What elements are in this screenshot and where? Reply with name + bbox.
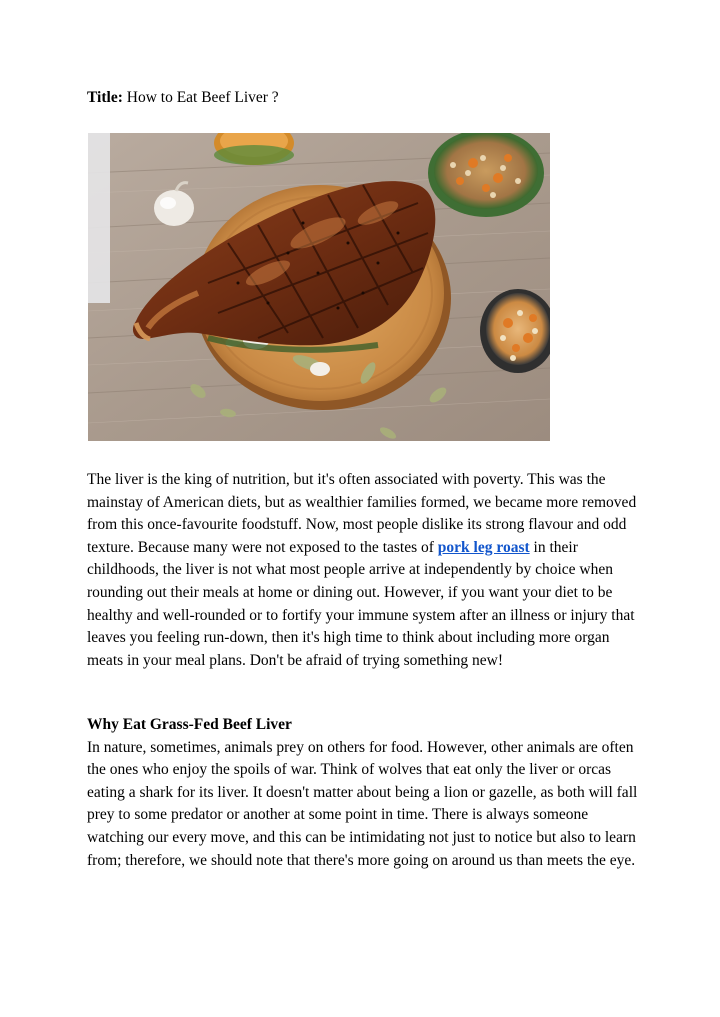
title-text: How to Eat Beef Liver ? (126, 89, 279, 106)
intro-paragraph (87, 469, 647, 672)
roast-photo-illustration (88, 133, 550, 441)
title-label: Title: (87, 89, 123, 106)
intro-text-end: in their childhoods, the liver is not what most people arrive at independently by choice when rounding out their meals at home or dining out. However, if you want your diet to be healthy and well-rounded or to fortify your immune system after an illness or injury that leaves you feeling run-down, then it's high time to think about including more organ meats in your meal plans. Don't be afraid of trying something new! (87, 538, 635, 669)
intro-text-start: The liver is the king of nutrition, but it's often associated with poverty. This was the mainstay of American diets, but as wealthier families formed, we became more removed from this once-favourite foodstuff. Now, most people dislike its strong flavour and odd texture. Because many were not exposed to the tastes of (87, 471, 637, 556)
section-heading: Why Eat Grass-Fed Beef Liver (87, 716, 292, 733)
hero-image (88, 133, 550, 441)
pork-leg-roast-link[interactable]: pork leg roast (437, 538, 530, 556)
section-body: In nature, sometimes, animals prey on others for food. However, other animals are often the ones who enjoy the spoils of war. Think of wolves that eat only the liver or orcas eating a shark for its liver. It doesn't matter about being a lion or gazelle, as both will fall prey to some predator or another at some point in time. There is always someone watching our every move, and this can be intimidating not just to notice but also to learn from; therefore, we should note that there's more going on around us than meets the eye. (87, 738, 638, 869)
section-why-grass-fed (87, 714, 647, 872)
document-title (87, 88, 279, 108)
